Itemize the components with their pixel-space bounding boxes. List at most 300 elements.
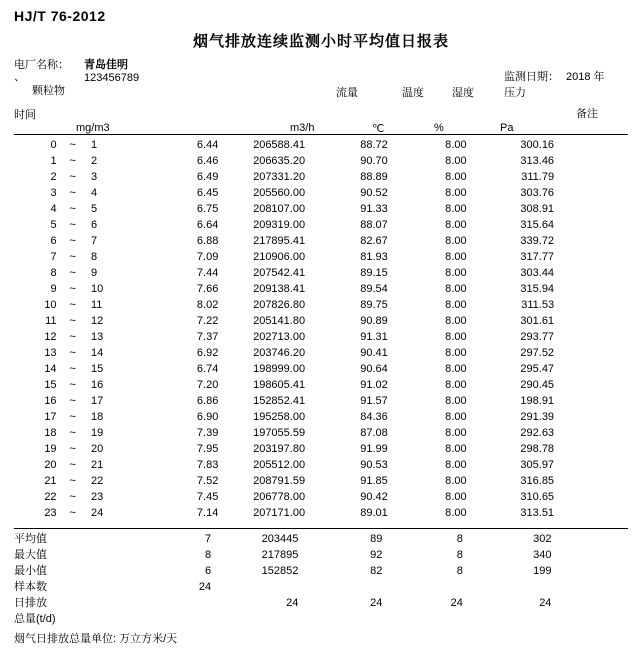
cell-particle: 7.14 — [196, 507, 219, 519]
summary-particle: 6 — [205, 565, 212, 577]
cell-hour-start: 9 — [50, 283, 57, 295]
cell-particle: 7.45 — [196, 491, 219, 503]
summary-row — [14, 595, 628, 611]
table-row — [14, 377, 628, 393]
table-row — [14, 409, 628, 425]
cell-particle: 6.88 — [196, 235, 219, 247]
cell-temperature: 91.31 — [360, 331, 388, 343]
cell-remark — [574, 169, 628, 185]
cell-pressure: 290.45 — [520, 379, 555, 391]
cell-hour-tilde: ~ — [69, 283, 76, 295]
cell-pressure: 298.78 — [520, 443, 555, 455]
table-row — [14, 441, 628, 457]
cell-flow: 198999.00 — [253, 363, 306, 375]
summary-flow: 24 — [286, 597, 299, 609]
summary-temperature — [306, 611, 394, 627]
cell-hour-start: 19 — [44, 443, 57, 455]
summary-remark — [571, 531, 628, 547]
cell-hour-start: 17 — [44, 411, 57, 423]
summary-label: 总量(t/d) — [14, 613, 56, 625]
cell-hour-tilde: ~ — [69, 187, 76, 199]
cell-remark — [574, 201, 628, 217]
cell-particle: 7.22 — [196, 315, 219, 327]
cell-humidity: 8.00 — [445, 171, 467, 183]
column-header-time: 时间 — [14, 109, 36, 121]
cell-pressure: 297.52 — [520, 347, 555, 359]
cell-humidity: 8.00 — [445, 379, 467, 391]
summary-humidity: 8 — [456, 549, 463, 561]
cell-humidity: 8.00 — [445, 299, 467, 311]
unit-humidity: % — [434, 122, 444, 134]
table-row — [14, 489, 628, 505]
cell-remark — [574, 361, 628, 377]
cell-particle: 6.86 — [196, 395, 219, 407]
summary-temperature — [306, 579, 394, 595]
cell-hour-tilde: ~ — [69, 443, 76, 455]
cell-hour-tilde: ~ — [69, 363, 76, 375]
summary-remark — [571, 547, 628, 563]
table-row — [14, 153, 628, 169]
cell-hour-end: 7 — [90, 235, 98, 247]
cell-humidity: 8.00 — [445, 203, 467, 215]
table-row — [14, 233, 628, 249]
cell-pressure: 317.77 — [520, 251, 555, 263]
summary-label: 日排放 — [14, 597, 47, 609]
cell-hour-end: 19 — [90, 427, 104, 439]
cell-humidity: 8.00 — [445, 459, 467, 471]
cell-remark — [574, 249, 628, 265]
cell-flow: 206635.20 — [253, 155, 306, 167]
summary-row — [14, 531, 628, 547]
cell-hour-end: 22 — [90, 475, 104, 487]
cell-remark — [574, 489, 628, 505]
cell-hour-end: 4 — [90, 187, 98, 199]
cell-humidity: 8.00 — [445, 283, 467, 295]
cell-humidity: 8.00 — [445, 363, 467, 375]
summary-table — [14, 531, 628, 627]
cell-hour-end: 14 — [90, 347, 104, 359]
cell-hour-end: 17 — [90, 395, 104, 407]
table-row — [14, 505, 628, 521]
table-row — [14, 361, 628, 377]
cell-hour-end: 24 — [90, 507, 104, 519]
cell-particle: 6.92 — [196, 347, 219, 359]
cell-humidity: 8.00 — [445, 331, 467, 343]
cell-temperature: 91.85 — [360, 475, 388, 487]
cell-temperature: 90.70 — [360, 155, 388, 167]
cell-flow: 202713.00 — [253, 331, 306, 343]
cell-hour-end: 1 — [90, 139, 98, 151]
cell-flow: 203746.20 — [253, 347, 306, 359]
cell-pressure: 315.64 — [520, 219, 555, 231]
table-row — [14, 457, 628, 473]
cell-hour-start: 4 — [50, 203, 57, 215]
cell-particle: 7.66 — [196, 283, 219, 295]
summary-pressure: 340 — [533, 549, 552, 561]
cell-particle: 7.83 — [196, 459, 219, 471]
summary-flow — [217, 579, 306, 595]
cell-hour-tilde: ~ — [69, 491, 76, 503]
cell-hour-start: 8 — [50, 267, 57, 279]
cell-hour-end: 12 — [90, 315, 104, 327]
table-row — [14, 345, 628, 361]
summary-remark — [571, 563, 628, 579]
cell-hour-tilde: ~ — [69, 507, 76, 519]
cell-hour-start: 14 — [44, 363, 57, 375]
cell-humidity: 8.00 — [445, 251, 467, 263]
cell-hour-tilde: ~ — [69, 299, 76, 311]
unit-flow: m3/h — [290, 122, 315, 134]
cell-humidity: 8.00 — [445, 475, 467, 487]
cell-humidity: 8.00 — [445, 267, 467, 279]
cell-flow: 152852.41 — [253, 395, 306, 407]
cell-hour-end: 5 — [90, 203, 98, 215]
summary-row — [14, 547, 628, 563]
cell-humidity: 8.00 — [445, 155, 467, 167]
cell-remark — [574, 153, 628, 169]
cell-particle: 6.75 — [196, 203, 219, 215]
cell-flow: 217895.41 — [253, 235, 306, 247]
cell-particle: 6.49 — [196, 171, 219, 183]
plant-code-value: 123456789 — [84, 72, 140, 84]
column-header-pressure: 压力 — [504, 87, 526, 99]
cell-hour-end: 9 — [90, 267, 98, 279]
cell-hour-tilde: ~ — [69, 267, 76, 279]
summary-humidity: 8 — [456, 565, 463, 577]
cell-pressure: 300.16 — [520, 139, 555, 151]
cell-flow: 203197.80 — [253, 443, 306, 455]
cell-humidity: 8.00 — [445, 315, 467, 327]
cell-flow: 210906.00 — [253, 251, 306, 263]
cell-humidity: 8.00 — [445, 507, 467, 519]
summary-particle — [126, 611, 217, 627]
cell-hour-start: 11 — [45, 315, 57, 327]
summary-humidity: 24 — [450, 597, 463, 609]
cell-hour-tilde: ~ — [69, 475, 76, 487]
cell-pressure: 315.94 — [520, 283, 555, 295]
cell-particle: 6.64 — [196, 219, 219, 231]
cell-hour-tilde: ~ — [69, 315, 76, 327]
summary-particle: 24 — [198, 581, 212, 593]
cell-hour-start: 5 — [50, 219, 57, 231]
summary-label: 最小值 — [14, 565, 47, 577]
cell-hour-tilde: ~ — [69, 459, 76, 471]
summary-particle — [126, 595, 217, 611]
summary-remark — [571, 579, 628, 595]
cell-remark — [574, 297, 628, 313]
summary-temperature: 82 — [370, 565, 383, 577]
cell-hour-start: 20 — [44, 459, 57, 471]
cell-hour-end: 16 — [90, 379, 104, 391]
plant-name-label: 电厂名称： — [14, 59, 69, 71]
cell-humidity: 8.00 — [445, 427, 467, 439]
cell-humidity: 8.00 — [445, 411, 467, 423]
cell-temperature: 81.93 — [360, 251, 388, 263]
cell-humidity: 8.00 — [445, 219, 467, 231]
monitor-date-value: 2018 年 — [566, 71, 605, 83]
cell-hour-end: 15 — [90, 363, 104, 375]
cell-hour-start: 21 — [44, 475, 57, 487]
table-row — [14, 313, 628, 329]
cell-remark — [574, 457, 628, 473]
cell-humidity: 8.00 — [445, 187, 467, 199]
cell-pressure: 291.39 — [520, 411, 555, 423]
cell-flow: 206588.41 — [253, 139, 306, 151]
cell-pressure: 310.65 — [520, 491, 555, 503]
cell-remark — [574, 281, 628, 297]
cell-hour-tilde: ~ — [69, 379, 76, 391]
cell-flow: 207171.00 — [253, 507, 306, 519]
cell-particle: 7.37 — [196, 331, 219, 343]
cell-temperature: 91.02 — [360, 379, 388, 391]
table-row — [14, 393, 628, 409]
summary-particle: 7 — [205, 533, 212, 545]
table-row — [14, 265, 628, 281]
cell-pressure: 301.61 — [520, 315, 555, 327]
cell-particle: 7.20 — [196, 379, 219, 391]
cell-remark — [574, 217, 628, 233]
cell-particle: 7.95 — [196, 443, 219, 455]
table-row — [14, 297, 628, 313]
standard-code: HJ/T 76-2012 — [14, 8, 106, 24]
cell-remark — [574, 345, 628, 361]
column-header-particle: 颗粒物 — [32, 85, 65, 97]
table-row — [14, 169, 628, 185]
cell-hour-end: 23 — [90, 491, 104, 503]
cell-flow: 207542.41 — [253, 267, 306, 279]
cell-humidity: 8.00 — [445, 443, 467, 455]
cell-temperature: 90.64 — [360, 363, 388, 375]
cell-particle: 6.44 — [196, 139, 219, 151]
cell-particle: 6.74 — [196, 363, 219, 375]
cell-pressure: 292.63 — [520, 427, 555, 439]
cell-remark — [574, 313, 628, 329]
cell-remark — [574, 329, 628, 345]
cell-hour-start: 22 — [44, 491, 57, 503]
tilde-mark: 、 — [14, 71, 25, 83]
cell-pressure: 303.76 — [520, 187, 555, 199]
cell-temperature: 87.08 — [360, 427, 388, 439]
summary-row — [14, 563, 628, 579]
cell-hour-tilde: ~ — [69, 235, 76, 247]
cell-remark — [574, 393, 628, 409]
cell-flow: 205512.00 — [253, 459, 306, 471]
summary-flow: 152852 — [261, 565, 299, 577]
plant-name-value: 青岛佳明 — [84, 59, 128, 71]
cell-temperature: 91.57 — [360, 395, 388, 407]
table-row — [14, 473, 628, 489]
summary-temperature: 24 — [370, 597, 383, 609]
cell-humidity: 8.00 — [445, 235, 467, 247]
cell-pressure: 313.51 — [520, 507, 555, 519]
summary-particle: 8 — [205, 549, 212, 561]
summary-humidity — [394, 579, 477, 595]
cell-particle: 7.09 — [196, 251, 219, 263]
cell-hour-end: 21 — [90, 459, 104, 471]
cell-hour-tilde: ~ — [69, 155, 76, 167]
cell-humidity: 8.00 — [445, 139, 467, 151]
cell-temperature: 82.67 — [360, 235, 388, 247]
summary-pressure — [477, 611, 572, 627]
cell-remark — [574, 425, 628, 441]
cell-remark — [574, 441, 628, 457]
cell-hour-tilde: ~ — [69, 203, 76, 215]
cell-hour-tilde: ~ — [69, 395, 76, 407]
cell-hour-tilde: ~ — [69, 347, 76, 359]
cell-temperature: 90.89 — [360, 315, 388, 327]
cell-hour-start: 23 — [44, 507, 57, 519]
column-header-remark: 备注 — [576, 108, 598, 120]
cell-flow: 197055.59 — [253, 427, 306, 439]
cell-remark — [574, 185, 628, 201]
cell-particle: 7.44 — [196, 267, 219, 279]
cell-hour-start: 0 — [50, 139, 57, 151]
summary-temperature: 92 — [370, 549, 383, 561]
cell-flow: 195258.00 — [253, 411, 306, 423]
cell-hour-end: 6 — [90, 219, 98, 231]
cell-particle: 6.45 — [196, 187, 219, 199]
cell-hour-start: 3 — [50, 187, 57, 199]
summary-label: 样本数 — [14, 581, 47, 593]
summary-flow: 203445 — [261, 533, 299, 545]
cell-hour-tilde: ~ — [69, 411, 76, 423]
summary-humidity: 8 — [456, 533, 463, 545]
cell-hour-end: 11 — [90, 299, 103, 311]
cell-hour-start: 12 — [44, 331, 57, 343]
cell-particle: 7.39 — [196, 427, 219, 439]
cell-flow: 208107.00 — [253, 203, 306, 215]
table-row — [14, 185, 628, 201]
summary-pressure: 302 — [533, 533, 552, 545]
cell-humidity: 8.00 — [445, 347, 467, 359]
summary-row — [14, 579, 628, 595]
column-header-humidity: 湿度 — [452, 87, 474, 99]
cell-particle: 6.46 — [196, 155, 219, 167]
cell-flow: 207826.80 — [253, 299, 306, 311]
summary-flow — [217, 611, 306, 627]
summary-humidity — [394, 611, 477, 627]
cell-temperature: 89.15 — [360, 267, 388, 279]
page-title: 烟气排放连续监测小时平均值日报表 — [192, 33, 449, 50]
summary-remark — [571, 611, 628, 627]
cell-hour-end: 20 — [90, 443, 104, 455]
cell-temperature: 88.07 — [360, 219, 388, 231]
cell-hour-start: 16 — [44, 395, 57, 407]
cell-hour-start: 7 — [50, 251, 57, 263]
cell-remark — [574, 265, 628, 281]
cell-hour-tilde: ~ — [69, 219, 76, 231]
cell-temperature: 89.54 — [360, 283, 388, 295]
cell-humidity: 8.00 — [445, 395, 467, 407]
table-row — [14, 329, 628, 345]
cell-hour-end: 8 — [90, 251, 98, 263]
summary-pressure — [477, 579, 572, 595]
summary-pressure: 24 — [539, 597, 552, 609]
cell-hour-start: 1 — [50, 155, 57, 167]
cell-hour-start: 15 — [44, 379, 57, 391]
cell-pressure: 308.91 — [520, 203, 555, 215]
table-row — [14, 281, 628, 297]
cell-temperature: 90.41 — [360, 347, 388, 359]
cell-remark — [574, 409, 628, 425]
cell-temperature: 88.89 — [360, 171, 388, 183]
cell-temperature: 89.75 — [360, 299, 388, 311]
cell-pressure: 313.46 — [520, 155, 555, 167]
summary-label: 平均值 — [14, 533, 47, 545]
cell-temperature: 90.42 — [360, 491, 388, 503]
divider-bottom — [14, 528, 628, 529]
cell-pressure: 316.85 — [520, 475, 555, 487]
cell-pressure: 305.97 — [520, 459, 555, 471]
monitor-date-label: 监测日期： — [504, 71, 559, 83]
cell-pressure: 311.53 — [521, 299, 555, 311]
cell-flow: 205141.80 — [253, 315, 306, 327]
table-row — [14, 249, 628, 265]
cell-remark — [574, 137, 628, 153]
cell-hour-start: 10 — [44, 299, 57, 311]
cell-temperature: 91.33 — [360, 203, 388, 215]
cell-hour-end: 2 — [90, 155, 98, 167]
table-row — [14, 201, 628, 217]
unit-particle: mg/m3 — [76, 122, 110, 134]
cell-pressure: 303.44 — [520, 267, 555, 279]
summary-label: 最大值 — [14, 549, 47, 561]
cell-hour-end: 18 — [90, 411, 104, 423]
cell-temperature: 90.53 — [360, 459, 388, 471]
cell-hour-end: 10 — [90, 283, 104, 295]
cell-hour-end: 13 — [90, 331, 104, 343]
cell-pressure: 311.79 — [521, 171, 555, 183]
cell-particle: 8.02 — [196, 299, 219, 311]
cell-flow: 205560.00 — [253, 187, 306, 199]
cell-pressure: 339.72 — [520, 235, 555, 247]
cell-hour-tilde: ~ — [69, 251, 76, 263]
cell-temperature: 91.99 — [360, 443, 388, 455]
cell-hour-start: 18 — [44, 427, 57, 439]
cell-hour-tilde: ~ — [69, 171, 76, 183]
cell-temperature: 89.01 — [360, 507, 388, 519]
cell-flow: 209138.41 — [253, 283, 306, 295]
cell-particle: 7.52 — [196, 475, 219, 487]
cell-hour-tilde: ~ — [69, 139, 76, 151]
summary-flow: 217895 — [261, 549, 299, 561]
summary-row — [14, 611, 628, 627]
cell-particle: 6.90 — [196, 411, 219, 423]
cell-remark — [574, 377, 628, 393]
cell-pressure: 198.91 — [520, 395, 555, 407]
cell-hour-start: 13 — [44, 347, 57, 359]
cell-hour-tilde: ~ — [69, 427, 76, 439]
cell-temperature: 84.36 — [360, 411, 388, 423]
cell-temperature: 88.72 — [360, 139, 388, 151]
cell-temperature: 90.52 — [360, 187, 388, 199]
cell-hour-start: 6 — [50, 235, 57, 247]
table-row — [14, 137, 628, 153]
column-header-temperature: 温度 — [402, 87, 424, 99]
table-row — [14, 425, 628, 441]
cell-remark — [574, 233, 628, 249]
unit-pressure: Pa — [500, 122, 514, 134]
cell-hour-start: 2 — [50, 171, 57, 183]
cell-pressure: 295.47 — [520, 363, 555, 375]
footnote: 烟气日排放总量单位: 万立方米/天 — [14, 633, 178, 645]
cell-pressure: 293.77 — [520, 331, 555, 343]
cell-remark — [574, 505, 628, 521]
cell-remark — [574, 473, 628, 489]
cell-flow: 208791.59 — [253, 475, 306, 487]
table-row — [14, 217, 628, 233]
divider-top — [14, 134, 628, 135]
